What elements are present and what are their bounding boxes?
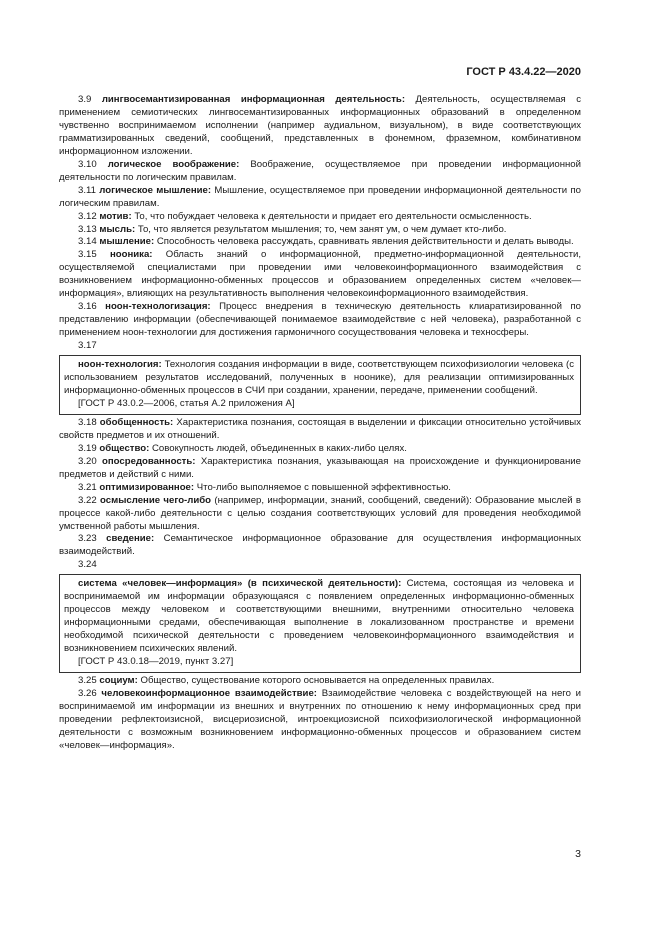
definition-entry: 3.25 социум: Общество, существование которого основывается на определенных правилах. (78, 674, 495, 686)
definition-entry: 3.15 нооника: Область знаний о информационной, предметно-информационной деятельности, осуществляемой специалистами при проведении ими человекоинформационного взаимодействия с возникновением информационно-обменных процессов и образованием определенных систем «человек—информация», влияющих на результативность выполнения человекоинформационного взаимодействия. (59, 249, 581, 300)
definition-entry: 3.22 осмысление чего-либо (например, информации, знаний, сообщений, сведений): Образование мыслей в процессе какой-либо деятельности с целью создания соответствующих условий для проведения необходимой умственной работы мышления. (59, 494, 581, 532)
quoted-definition-box (59, 355, 581, 415)
definition-entry: 3.12 мотив: То, что побуждает человека к деятельности и придает его деятельности осмысленность. (78, 210, 532, 222)
definition-entry: 3.19 общество: Совокупность людей, объединенных в каких-либо целях. (78, 442, 407, 454)
document-body (59, 94, 581, 753)
definition-entry: 3.10 логическое воображение: Воображение, осуществляемое при проведении информационной деятельности по логическим правилам. (59, 158, 582, 183)
quoted-definition-box (59, 574, 581, 673)
definition-entry: система «человек—информация» (в психической деятельности): Система, состоящая из человека и воспринимаемой им информации образующаяся с появлением определенных информационно-обменных процессов между человеком и соответствующими внешними, внутренними относительно человека информационными средами, обеспечивающая выполнение в локализованном пространстве и времени необходимой психической деятельности с проведением человекоинформационного взаимодействия и возникновением психических явлений. (64, 578, 575, 655)
definition-entry: 3.13 мысль: То, что является результатом мышления; то, чем занят ум, о чем думает кто-либо. (78, 223, 507, 235)
page-number: 3 (575, 848, 581, 860)
definition-entry: 3.18 обобщенность: Характеристика познания, состоящая в выделении и фиксации относительно устойчивых свойств предметов и их отношений. (59, 416, 581, 441)
definition-entry: ноон-технология: Технология создания информации в виде, соответствующем психофизиологии человека (с использованием результатов исследований, полученных в ноонике), для реализации оптимизированных информационно-обменных процессов в СЧИ при создании, хранении, передаче, применении сообщений. (64, 359, 574, 396)
source-reference: [ГОСТ Р 43.0.18—2019, пункт 3.27] (78, 656, 234, 668)
definition-entry: 3.20 опосредованность: Характеристика познания, указывающая на происхождение и функционирование предметов и действий с ними. (59, 455, 581, 480)
definition-entry: 3.26 человекоинформационное взаимодействие: Взаимодействие человека с воздействующей на него и воспринимаемой им информации из внешних и внутренних по отношению к нему информационных сред при проведении рефлектоизисной, висцериозисной, интроекциозисной психофизиологической информационной деятельности с возможным возникновением информационно-обменных процессов и образованием систем «человек—информация». (59, 687, 581, 751)
definition-entry: 3.9 лингвосемантизированная информационная деятельность: Деятельность, осуществляемая с применением семиотических лингвосемантизированных информационных образований в определенном чувственно воспринимаемом исполнении (например аудиальном, визуальном), в виде соответствующих грамматизированных сведений, сообщений, представленных в фонемном, фраземном, комбинативном информационном изложении. (59, 94, 582, 157)
definition-entry: 3.23 сведение: Семантическое информационное образование для осуществления информационных взаимодействий. (59, 533, 582, 558)
definition-entry: 3.11 логическое мышление: Мышление, осуществляемое при проведении информационной деятельности по логическим правилам. (59, 184, 581, 209)
source-reference: [ГОСТ Р 43.0.2—2006, статья А.2 приложения А] (78, 397, 295, 409)
entry-number: 3.17 (78, 340, 97, 352)
entry-number: 3.24 (78, 559, 97, 571)
definition-entry: 3.14 мышление: Способность человека рассуждать, сравнивать явления действительности и делать выводы. (78, 236, 574, 248)
document-id-header: ГОСТ Р 43.4.22—2020 (466, 66, 581, 78)
definition-entry: 3.16 ноон-технологизация: Процесс внедрения в техническую деятельность клиаратизированной по представлению информации (обеспечивающей понимаемое взаимодействие с ней человека), разработанной с применением ноон-технологии для достижения гармоничного сосуществования человека и техносферы. (59, 301, 581, 339)
definition-entry: 3.21 оптимизированное: Что-либо выполняемое с повышенной эффективностью. (78, 481, 451, 493)
